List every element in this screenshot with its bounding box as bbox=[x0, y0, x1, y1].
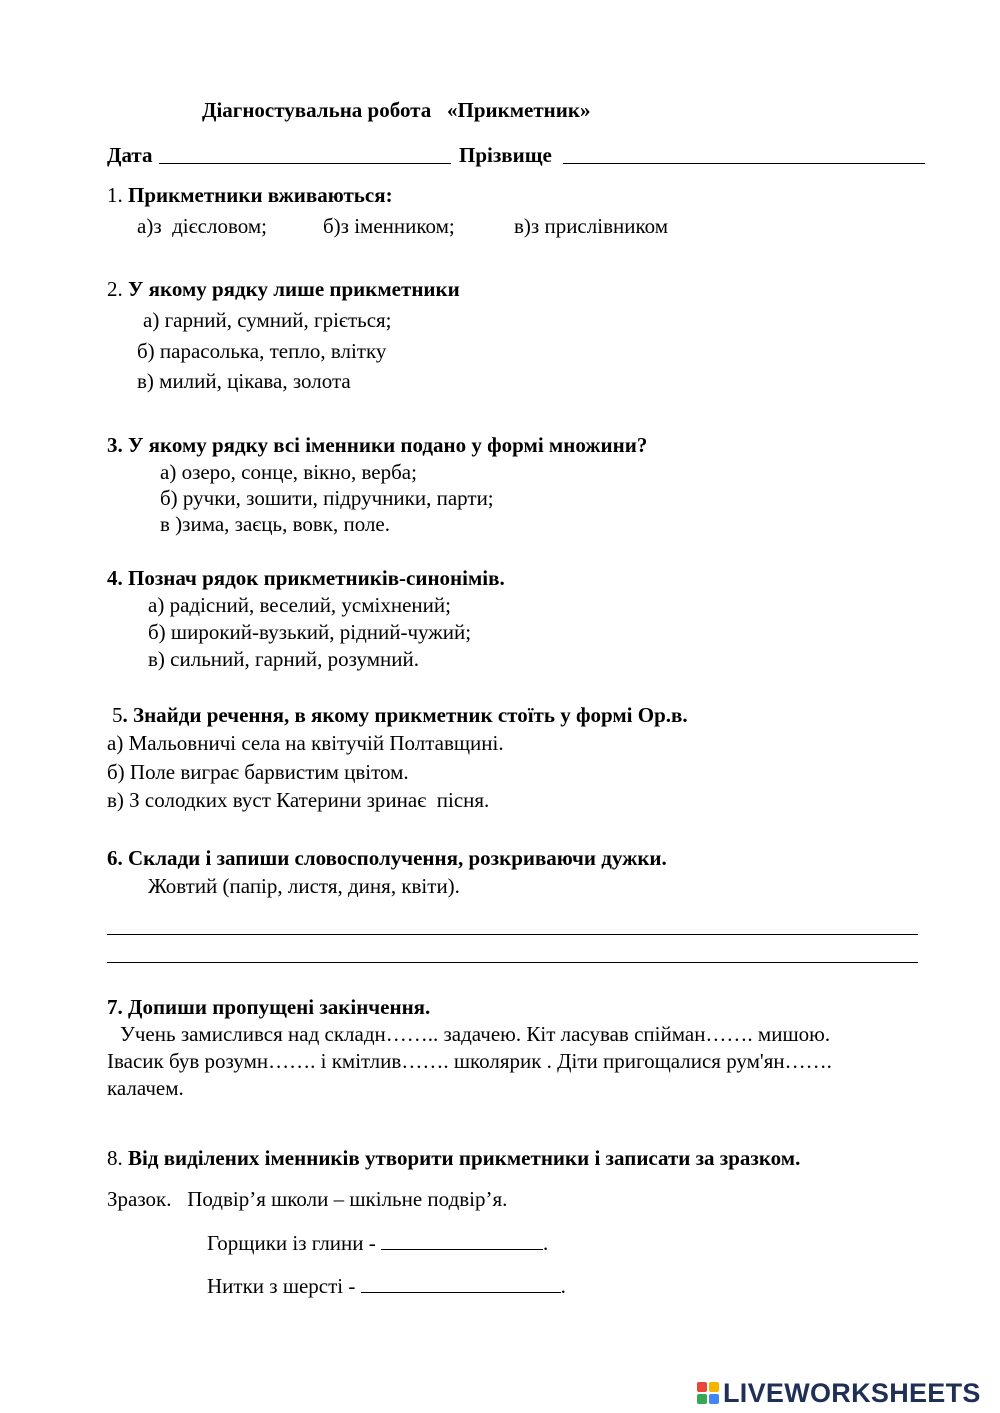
q8-sample: Зразок. Подвір’я школи – шкільне подвір’я. bbox=[107, 1187, 508, 1211]
logo-square-2 bbox=[709, 1382, 719, 1392]
question-8-number: 8. bbox=[107, 1146, 128, 1170]
q1-option-b[interactable]: б)з іменником; bbox=[323, 214, 455, 238]
question-6: 6. Склади і запиши словосполучення, розкриваючи дужки. bbox=[107, 846, 667, 870]
question-2-number: 2. bbox=[107, 277, 128, 301]
q8-item-2-end: . bbox=[560, 1274, 566, 1298]
q7-text-line-3: калачем. bbox=[107, 1076, 184, 1100]
surname-label: Прізвище bbox=[459, 143, 552, 167]
q2-option-a[interactable]: а) гарний, сумний, гріється; bbox=[143, 308, 392, 332]
q8-item-1 bbox=[207, 1233, 548, 1254]
q5-option-b[interactable]: б) Поле виграє барвистим цвітом. bbox=[107, 760, 409, 784]
question-5-text: . Знайди речення, в якому прикметник стоїть у формі Ор.в. bbox=[122, 703, 688, 727]
q4-option-c[interactable]: в) сильний, гарний, розумний. bbox=[148, 647, 419, 671]
logo-square-3 bbox=[697, 1394, 707, 1404]
q8-item-1-blank[interactable] bbox=[381, 1248, 543, 1250]
q1-option-a[interactable]: а)з дієсловом; bbox=[137, 214, 267, 238]
question-3: 3. У якому рядку всі іменники подано у формі множини? bbox=[107, 433, 648, 457]
q8-item-1-label: Горщики із глини - bbox=[207, 1231, 382, 1255]
surname-input-line[interactable] bbox=[563, 162, 925, 164]
question-2 bbox=[107, 279, 460, 300]
q7-text-line-2[interactable]: Івасик був розумн……. і кмітлив……. школярик . Діти пригощалися рум'ян……. bbox=[107, 1049, 832, 1073]
q8-item-2 bbox=[207, 1276, 566, 1297]
date-input-line[interactable] bbox=[159, 162, 451, 164]
q3-option-a[interactable]: а) озеро, сонце, вікно, верба; bbox=[160, 460, 417, 484]
question-7: 7. Допиши пропущені закінчення. bbox=[107, 995, 431, 1019]
q1-option-c[interactable]: в)з прислівником bbox=[514, 214, 668, 238]
q7-text-line-1[interactable]: Учень замислився над складн…….. задачею. Кіт ласував спійман……. мишою. bbox=[120, 1022, 831, 1046]
question-5-number: 5 bbox=[112, 703, 123, 727]
question-5 bbox=[112, 705, 688, 726]
q8-item-2-label: Нитки з шерсті - bbox=[207, 1274, 361, 1298]
question-8-text: Від виділених іменників утворити прикметники і записати за зразком. bbox=[128, 1146, 801, 1170]
q4-option-a[interactable]: а) радісний, веселий, усміхнений; bbox=[148, 593, 451, 617]
q5-option-c[interactable]: в) З солодких вуст Катерини зринає пісня. bbox=[107, 788, 490, 812]
q6-answer-line-1[interactable] bbox=[107, 934, 918, 935]
question-1-number: 1. bbox=[107, 183, 128, 207]
q2-option-c[interactable]: в) милий, цікава, золота bbox=[137, 369, 351, 393]
logo-text: LIVEWORKSHEETS bbox=[723, 1377, 981, 1408]
q4-option-b[interactable]: б) широкий-вузький, рідний-чужий; bbox=[148, 620, 472, 644]
worksheet-title: Діагностувальна робота «Прикметник» bbox=[202, 98, 591, 122]
q2-option-b[interactable]: б) парасолька, тепло, влітку bbox=[137, 339, 387, 363]
q8-item-2-blank[interactable] bbox=[361, 1291, 561, 1293]
q5-option-a[interactable]: а) Мальовничі села на квітучій Полтавщині. bbox=[107, 731, 504, 755]
logo-squares-icon bbox=[697, 1382, 719, 1404]
liveworksheets-logo bbox=[697, 1378, 981, 1408]
date-label: Дата bbox=[107, 143, 153, 167]
q3-option-c[interactable]: в )зима, заєць, вовк, поле. bbox=[160, 512, 391, 536]
question-2-text: У якому рядку лише прикметники bbox=[128, 277, 460, 301]
q3-option-b[interactable]: б) ручки, зошити, підручники, парти; bbox=[160, 486, 494, 510]
logo-square-1 bbox=[697, 1382, 707, 1392]
question-1 bbox=[107, 185, 393, 206]
q6-answer-line-2[interactable] bbox=[107, 962, 918, 963]
question-4: 4. Познач рядок прикметників-синонімів. bbox=[107, 566, 505, 590]
q6-task: Жовтий (папір, листя, диня, квіти). bbox=[148, 874, 460, 898]
q8-item-1-end: . bbox=[543, 1231, 549, 1255]
question-8 bbox=[107, 1148, 800, 1169]
logo-square-4 bbox=[709, 1394, 719, 1404]
question-1-text: Прикметники вживаються: bbox=[128, 183, 393, 207]
